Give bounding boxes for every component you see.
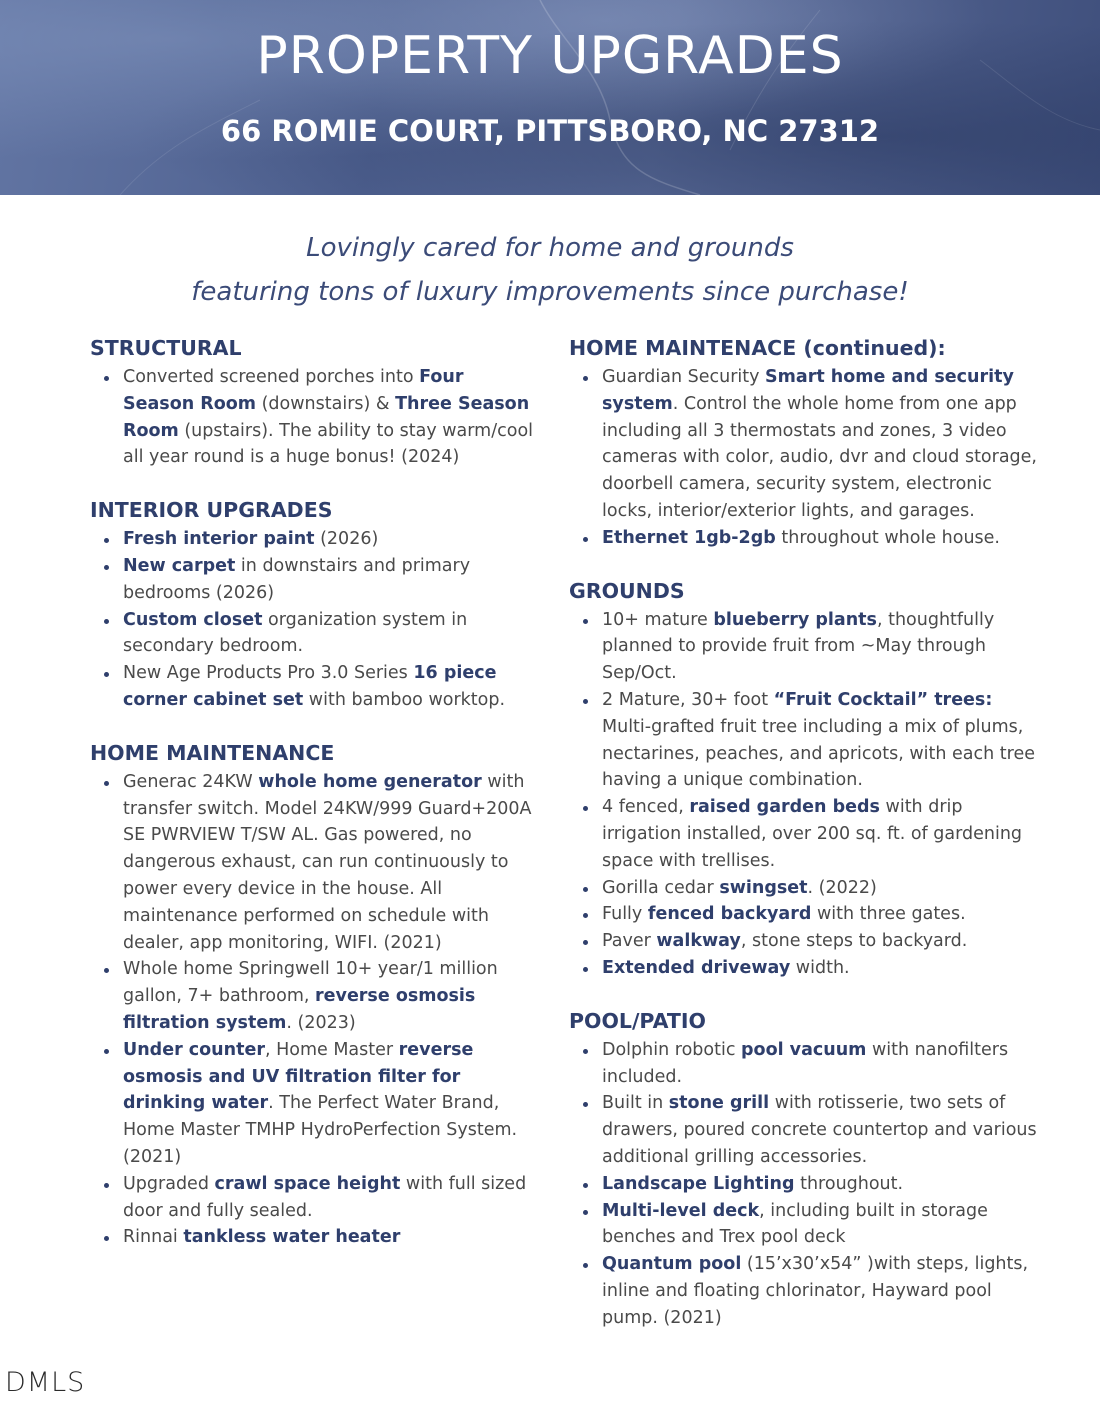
property-address: 66 ROMIE COURT, PITTSBORO, NC 27312 bbox=[220, 114, 880, 148]
list-item bbox=[90, 607, 535, 661]
section-heading: GROUNDS bbox=[569, 578, 685, 603]
item-text: , stone steps to backyard. bbox=[740, 931, 968, 952]
highlight-text: New carpet bbox=[123, 555, 236, 576]
item-text: (2026) bbox=[314, 529, 379, 550]
list-item bbox=[569, 955, 1039, 982]
highlight-text: crawl space height bbox=[214, 1173, 401, 1194]
item-text: Multi-grafted fruit tree including a mix of plums, nectarines, peaches, and apricots, with each tree having a unique combination. bbox=[602, 716, 1036, 791]
highlight-text: pool vacuum bbox=[741, 1039, 867, 1060]
highlight-text: reverse osmosis filtration system bbox=[123, 986, 476, 1033]
right-column bbox=[569, 334, 1039, 1357]
item-text: with three gates. bbox=[811, 904, 966, 925]
list-item bbox=[569, 607, 1039, 687]
item-text: . (2023) bbox=[286, 1012, 356, 1033]
item-text: with drip irrigation installed, over 200 sq. ft. of gardening space with trellises. bbox=[602, 797, 1023, 871]
list-item bbox=[90, 553, 535, 607]
item-text: Guardian Security bbox=[602, 367, 766, 387]
item-text: Rinnai bbox=[123, 1227, 184, 1248]
highlight-text: Ethernet 1gb-2gb bbox=[602, 527, 776, 548]
section-interior-upgrades bbox=[90, 496, 535, 714]
item-text: Generac 24KW bbox=[123, 771, 259, 792]
highlight-text: tankless water heater bbox=[183, 1227, 401, 1248]
item-text: with rotisserie, two sets of drawers, poured concrete countertop and various additional grilling accessories. bbox=[602, 1093, 1037, 1167]
item-text: , including built in storage benches and Trex pool deck bbox=[602, 1200, 988, 1248]
list-item bbox=[569, 1251, 1039, 1331]
section-structural bbox=[90, 334, 535, 471]
highlight-text: 16 piece corner cabinet set bbox=[123, 663, 497, 710]
list-item bbox=[90, 364, 535, 471]
item-text: (15’x30’x54” )with steps, lights, inline and floating chlorinator, Hayward pool pump. (2021) bbox=[602, 1254, 1029, 1328]
dmls-logo: DMLS bbox=[5, 1367, 86, 1398]
item-text: Built in bbox=[602, 1093, 669, 1114]
bullet-list bbox=[569, 1037, 1039, 1332]
tagline-line-2: featuring tons of luxury improvements since purchase! bbox=[191, 277, 909, 307]
bullet-list bbox=[90, 364, 535, 471]
item-text: with bamboo worktop. bbox=[303, 689, 506, 710]
highlight-text: whole home generator bbox=[258, 771, 482, 792]
highlight-text: Landscape Lighting bbox=[602, 1173, 795, 1194]
list-item bbox=[569, 687, 1039, 794]
item-text: 4 fenced, bbox=[602, 797, 690, 818]
list-item bbox=[90, 956, 535, 1036]
item-text: with nanofilters included. bbox=[602, 1039, 1009, 1087]
highlight-text: reverse osmosis and UV filtration filter for drinking water bbox=[123, 1039, 474, 1114]
highlight-text: Under counter bbox=[123, 1039, 265, 1060]
highlight-text: Quantum pool bbox=[602, 1254, 742, 1275]
item-text: Upgraded bbox=[123, 1173, 215, 1194]
bullet-list bbox=[569, 364, 1039, 552]
item-text: with transfer switch. Model 24KW/999 Guard+200A SE PWRVIEW T/SW AL. Gas powered, no dangerous exhaust, can run continuously to power every device in the house. All maintenance performed on schedule with dealer, app monitoring, WIFI. (2021) bbox=[123, 771, 532, 953]
item-text: , thoughtfully planned to provide fruit from ~May through Sep/Oct. bbox=[602, 609, 995, 684]
highlight-text: Extended driveway bbox=[602, 957, 791, 978]
section-grounds bbox=[569, 577, 1039, 982]
highlight-text: Multi-level deck bbox=[602, 1200, 760, 1221]
highlight-text: raised garden beds bbox=[689, 797, 880, 818]
left-column bbox=[90, 334, 535, 1276]
highlight-text: Three Season Room bbox=[123, 393, 530, 441]
list-item bbox=[569, 1171, 1039, 1198]
section-home-maintenance-continued bbox=[569, 334, 1039, 552]
tagline bbox=[0, 226, 1100, 314]
bullet-list bbox=[90, 526, 535, 714]
item-text: Gorilla cedar bbox=[602, 877, 720, 898]
section-home-maintenance bbox=[90, 739, 535, 1251]
list-item bbox=[569, 901, 1039, 928]
highlight-text: “Fruit Cocktail” trees: bbox=[773, 689, 993, 710]
page-title: PROPERTY UPGRADES bbox=[256, 26, 844, 86]
list-item bbox=[90, 1171, 535, 1225]
item-text: Whole home Springwell 10+ year/1 million gallon, 7+ bathroom, bbox=[123, 959, 498, 1007]
item-text: Paver bbox=[602, 931, 657, 952]
highlight-text: Fresh interior paint bbox=[123, 529, 315, 550]
highlight-text: Four Season Room bbox=[123, 367, 464, 414]
header-banner bbox=[0, 0, 1100, 195]
item-text: New Age Products Pro 3.0 Series bbox=[123, 663, 414, 684]
item-text: Converted screened porches into bbox=[123, 367, 420, 387]
highlight-text: fenced backyard bbox=[647, 904, 812, 925]
tagline-line-1: Lovingly cared for home and grounds bbox=[306, 233, 794, 263]
item-text: , Home Master bbox=[264, 1039, 399, 1060]
list-item bbox=[90, 1224, 535, 1251]
highlight-text: blueberry plants bbox=[713, 609, 877, 630]
list-item bbox=[569, 1090, 1039, 1170]
item-text: with full sized door and fully sealed. bbox=[123, 1173, 527, 1221]
list-item bbox=[569, 1037, 1039, 1091]
item-text: (downstairs) & bbox=[256, 393, 396, 414]
list-item bbox=[90, 1037, 535, 1171]
item-text: width. bbox=[790, 957, 850, 978]
item-text: throughout whole house. bbox=[775, 527, 1000, 548]
list-item bbox=[569, 794, 1039, 874]
item-text: 2 Mature, 30+ foot bbox=[602, 689, 774, 710]
list-item bbox=[90, 769, 535, 957]
bullet-list bbox=[90, 769, 535, 1251]
highlight-text: Custom closet bbox=[123, 609, 263, 630]
section-heading: INTERIOR UPGRADES bbox=[90, 498, 333, 523]
item-text: (upstairs). The ability to stay warm/cool all year round is a huge bonus! (2024) bbox=[123, 420, 534, 468]
section-heading: HOME MAINTENACE (continued): bbox=[569, 336, 946, 360]
bullet-list bbox=[569, 607, 1039, 982]
section-heading: HOME MAINTENANCE bbox=[90, 740, 335, 765]
item-text: . Control the whole home from one app including all 3 thermostats and zones, 3 video cameras with color, audio, dvr and cloud storage, doorbell camera, security system, electronic locks, interior/exterior lights, and garages. bbox=[602, 393, 1037, 521]
highlight-text: stone grill bbox=[668, 1093, 770, 1114]
item-text: organization system in secondary bedroom. bbox=[123, 609, 468, 657]
list-item bbox=[90, 660, 535, 714]
section-heading: STRUCTURAL bbox=[90, 336, 242, 360]
highlight-text: swingset bbox=[719, 877, 808, 898]
item-text: in downstairs and primary bedrooms (2026) bbox=[123, 555, 471, 603]
list-item bbox=[569, 875, 1039, 902]
highlight-text: walkway bbox=[656, 931, 741, 952]
item-text: 10+ mature bbox=[602, 609, 714, 630]
list-item bbox=[569, 364, 1039, 525]
item-text: . (2022) bbox=[807, 877, 877, 898]
list-item bbox=[569, 525, 1039, 552]
list-item bbox=[569, 1198, 1039, 1252]
section-pool-patio bbox=[569, 1007, 1039, 1332]
item-text: Fully bbox=[602, 904, 648, 925]
section-heading: POOL/PATIO bbox=[569, 1008, 706, 1033]
item-text: throughout. bbox=[794, 1173, 904, 1194]
highlight-text: Smart home and security system bbox=[602, 367, 1014, 414]
list-item bbox=[569, 928, 1039, 955]
list-item bbox=[90, 526, 535, 553]
item-text: . The Perfect Water Brand, Home Master TMHP HydroPerfection System. (2021) bbox=[123, 1093, 518, 1167]
item-text: Dolphin robotic bbox=[602, 1039, 742, 1060]
